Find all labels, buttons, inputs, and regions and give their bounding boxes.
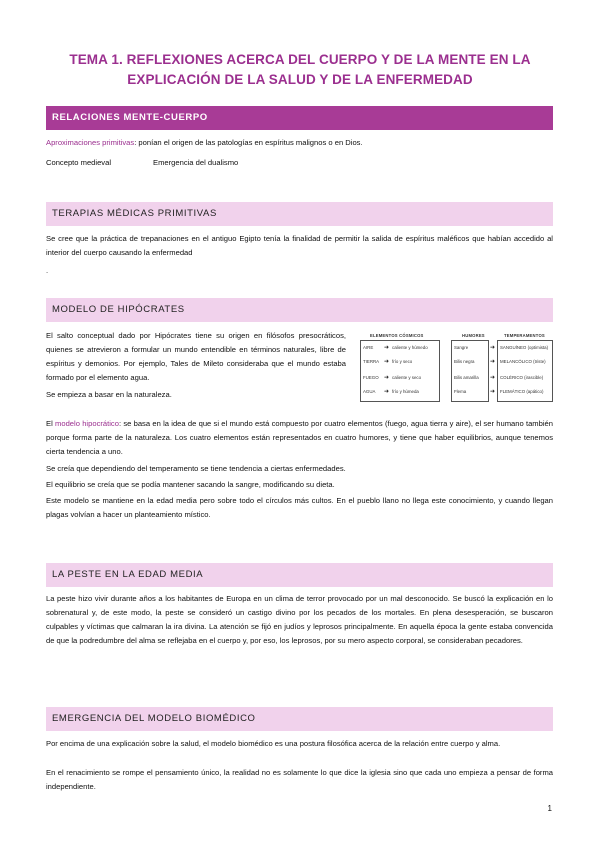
temperamento-sanguineo: SANGUÍNEO (optimista) [500,345,549,350]
concepto-medieval: Concepto medieval [46,158,112,167]
biomedico-paragraph-2: En el renacimiento se rompe el pensamiento único, la realidad no es solamente lo que dice la iglesia sino que cada uno empieza a pensar de forma independiente. [46,768,553,791]
arrow-icon: ➜ [490,345,496,351]
cualidad-aire: caliente y húmedo [392,345,428,350]
hipocrates-paragraph-5: El equilibrio se creía que se podía mantener sacando la sangre, modificando su dieta. [46,480,335,489]
arrow-icon: ➜ [384,389,390,395]
hipocrates-paragraph-1: El salto conceptual dado por Hipócrates tiene su origen en filósofos presocráticos, quienes se atrevieron a formular un mundo entendible en términos naturales, libre de espíritus y demonios. Por ejemplo, Tales de Mileto consideraba que el mundo estaba formado por el elemento agua. [46,331,346,382]
emergencia-dualismo: Emergencia del dualismo [153,158,239,167]
humor-sangre: Sangre [454,345,469,350]
temperamento-flematico: FLEMÁTICO (apático) [500,389,544,394]
arrow-icon: ➜ [384,375,390,381]
section-heading-terapias: TERAPIAS MÉDICAS PRIMITIVAS [46,202,553,226]
terapias-dot: . [46,266,49,275]
aproximaciones-paragraph [46,136,553,150]
humor-bilis-amarilla: Bilis amarilla [454,375,479,380]
modelo-hipocratico-label: modelo hipocrático [55,419,119,428]
temperamento-melancolico: MELANCÓLICO (triste) [500,359,546,364]
aproximaciones-text: : ponían el origen de las patologías en espíritus malignos o en Dios. [134,138,363,147]
modelo-prefix: El [46,419,56,428]
col-humores-header: HUMORES [462,333,485,338]
hipocrates-paragraph-2: Se empieza a basar en la naturaleza. [46,390,172,399]
temperamento-colerico: COLÉRICO (irascible) [500,375,544,380]
arrow-icon: ➜ [384,359,390,365]
section-heading-mente-cuerpo: RELACIONES MENTE-CUERPO [46,106,553,130]
hipocrates-paragraph-3 [46,417,553,459]
page-number: 1 [547,804,552,813]
arrow-icon: ➜ [384,345,390,351]
title-line-2: EXPLICACIÓN DE LA SALUD Y DE LA ENFERMEDAD [127,72,473,87]
cualidad-agua: frío y húmeda [392,389,419,394]
elemento-tierra: TIERRA [363,359,380,364]
concepto-line [46,156,553,170]
col-temperamentos-header: TEMPERAMENTOS [504,333,545,338]
humor-flema: Flema [454,389,467,394]
hipocrates-paragraph-4: Se creía que dependiendo del temperamento se tiene tendencia a ciertas enfermedades. [46,464,346,473]
col-elementos-header: ELEMENTOS CÓSMICOS [370,333,424,338]
elemento-agua: AGUA [363,389,376,394]
modelo-hipocratico-text: : se basa en la idea de que si el mundo está compuesto por cuatro elementos (fuego, agua tierra y aire), el ser humano también porque forma parte de la naturaleza. Los cuatro elementos están representados en cuatro humores, y tiene que haber equilibrios, aunque tenemos cierta tendencia a uno. [46,419,553,456]
document-title [50,50,550,90]
title-line-1: TEMA 1. REFLEXIONES ACERCA DEL CUERPO Y DE LA MENTE EN LA [69,52,531,67]
humor-bilis-negra: Bilis negra [454,359,475,364]
aproximaciones-label: Aproximaciones primitivas [46,138,135,147]
hipocrates-paragraph-6: Este modelo se mantiene en la edad media pero sobre todo el círculos más cultos. En el pueblo llano no llega este conocimiento, y cuando llegan plagas volvían a hacer un planteamiento místico. [46,496,553,519]
elemento-aire: AIRE [363,345,374,350]
peste-paragraph: La peste hizo vivir durante años a los habitantes de Europa en un clima de terror provocado por un mal desconocido. Se buscó la explicación en lo sobrenatural y, de este modo, la peste se consideró un castigo divino por los pecados de los mortales. En plena desesperación, se buscaron culpables y víctimas que calmaran la ira divina. La atención se fijó en judíos y leprosos principalmente. En aquella época la gente estaba convencida de que la podredumbre del alma se reflejaba en el cuerpo y, por eso, los leprosos, por su mero aspecto corporal, se consideraban pecadores. [46,594,553,645]
section-heading-biomedico: EMERGENCIA DEL MODELO BIOMÉDICO [46,707,553,731]
elemento-fuego: FUEGO [363,375,379,380]
section-heading-hipocrates: MODELO DE HIPÓCRATES [46,298,553,322]
cualidad-fuego: caliente y seco [392,375,422,380]
section-heading-peste: LA PESTE EN LA EDAD MEDIA [46,563,553,587]
arrow-icon: ➜ [490,375,496,381]
cualidad-tierra: frío y seco [392,359,413,364]
terapias-paragraph: Se cree que la práctica de trepanaciones en el antiguo Egipto tenía la finalidad de permitir la salida de espíritus maléficos que habían accedido al interior del cuerpo causando la enfermedad [46,234,553,257]
biomedico-paragraph-1: Por encima de una explicación sobre la salud, el modelo biomédico es una postura filosófica acerca de la relación entre cuerpo y alma. [46,739,501,748]
humores-figure [358,330,554,412]
arrow-icon: ➜ [490,389,496,395]
arrow-icon: ➜ [490,359,496,365]
